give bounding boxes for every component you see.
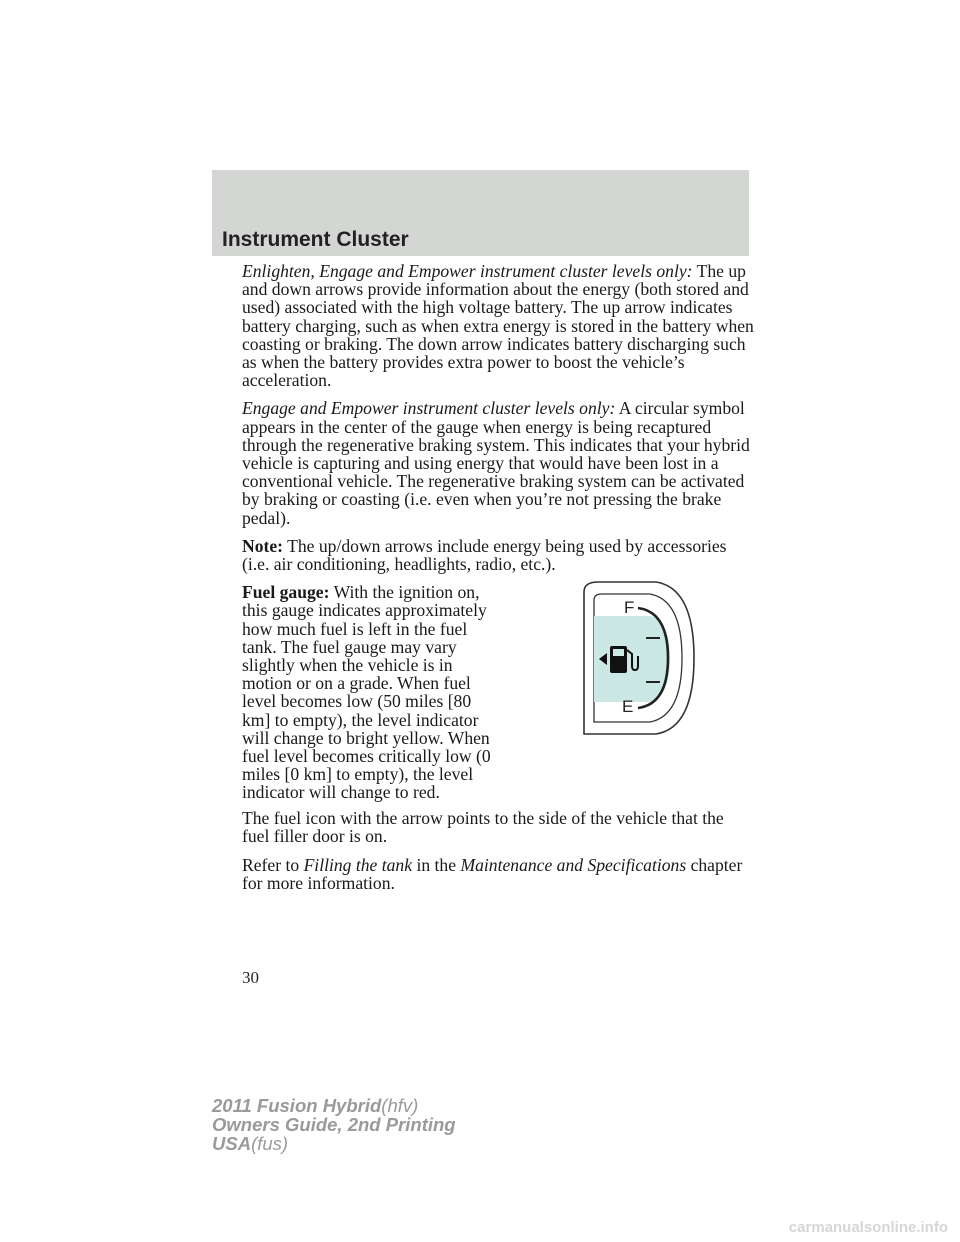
gauge-full-label: F bbox=[624, 598, 635, 618]
paragraph-lead: Enlighten, Engage and Empower instrument cluster levels only: bbox=[242, 261, 693, 281]
refer-prefix: Refer to bbox=[242, 854, 300, 875]
footer-line-market bbox=[212, 1134, 456, 1153]
note-paragraph bbox=[242, 537, 754, 573]
footer-market: USA bbox=[212, 1133, 252, 1154]
refer-link-maintenance: Maintenance and Specifications bbox=[460, 854, 687, 875]
page-number: 30 bbox=[242, 968, 259, 987]
document-footer bbox=[212, 1096, 456, 1153]
paragraph-regen-symbol bbox=[242, 399, 754, 526]
paragraph-body: A circular symbol appears in the center of the gauge when energy is being recaptured through the regenerative braking system. This indicates that your hybrid vehicle is capturing and using energy that would have been lost in a conventional vehicle. The regenerative braking system can be activated by braking or coasting (i.e. even when you’re not pressing the brake pedal). bbox=[242, 398, 750, 528]
page-content bbox=[242, 262, 754, 902]
fuel-gauge-label: Fuel gauge: bbox=[242, 582, 330, 603]
refer-suffix: chapter for more information. bbox=[242, 854, 743, 893]
fuel-gauge-section bbox=[242, 582, 754, 803]
fuel-gauge-body: With the ignition on, this gauge indicates approximately how much fuel is left in the fuel tank. The fuel gauge may vary slightly when the vehicle is in motion or on a grade. When fuel level becomes low (50 miles [80 km] to empty), the level indicator will change to bright yellow. When fuel level becomes critically low (0 miles [0 km] to empty), the level indicator will change to red. bbox=[242, 582, 491, 803]
refer-paragraph bbox=[242, 856, 754, 892]
refer-mid: in the bbox=[416, 854, 457, 875]
paragraph-energy-arrows bbox=[242, 262, 754, 389]
section-title: Instrument Cluster bbox=[222, 228, 409, 251]
watermark: carmanualsonline.info bbox=[788, 1219, 948, 1236]
gauge-empty-label: E bbox=[622, 697, 634, 717]
footer-model: 2011 Fusion Hybrid bbox=[212, 1095, 382, 1116]
paragraph-body: The up and down arrows provide information about the energy (both stored and used) associated with the high voltage battery. The up arrow indicates battery charging, such as when extra energy is stored in the battery when coasting or braking. The down arrow indicates battery discharging such as when the battery provides extra power to boost the vehicle’s acceleration. bbox=[242, 261, 754, 391]
section-header bbox=[212, 170, 749, 256]
footer-line-printing: Owners Guide, 2nd Printing bbox=[212, 1114, 456, 1135]
fuel-gauge-paragraph bbox=[242, 583, 500, 801]
fuel-icon-paragraph: The fuel icon with the arrow points to the side of the vehicle that the fuel filler door is on. bbox=[242, 808, 724, 847]
footer-market-code: (fus) bbox=[251, 1133, 289, 1154]
footer-model-code: (hfv) bbox=[381, 1095, 419, 1116]
fuel-gauge-illustration bbox=[576, 578, 700, 746]
note-body: The up/down arrows include energy being used by accessories (i.e. air conditioning, headlights, radio, etc.). bbox=[242, 535, 727, 575]
note-label: Note: bbox=[242, 535, 284, 556]
refer-link-filling-tank: Filling the tank bbox=[303, 854, 413, 875]
footer-line-model bbox=[212, 1096, 456, 1115]
paragraph-lead: Engage and Empower instrument cluster levels only: bbox=[242, 398, 616, 419]
